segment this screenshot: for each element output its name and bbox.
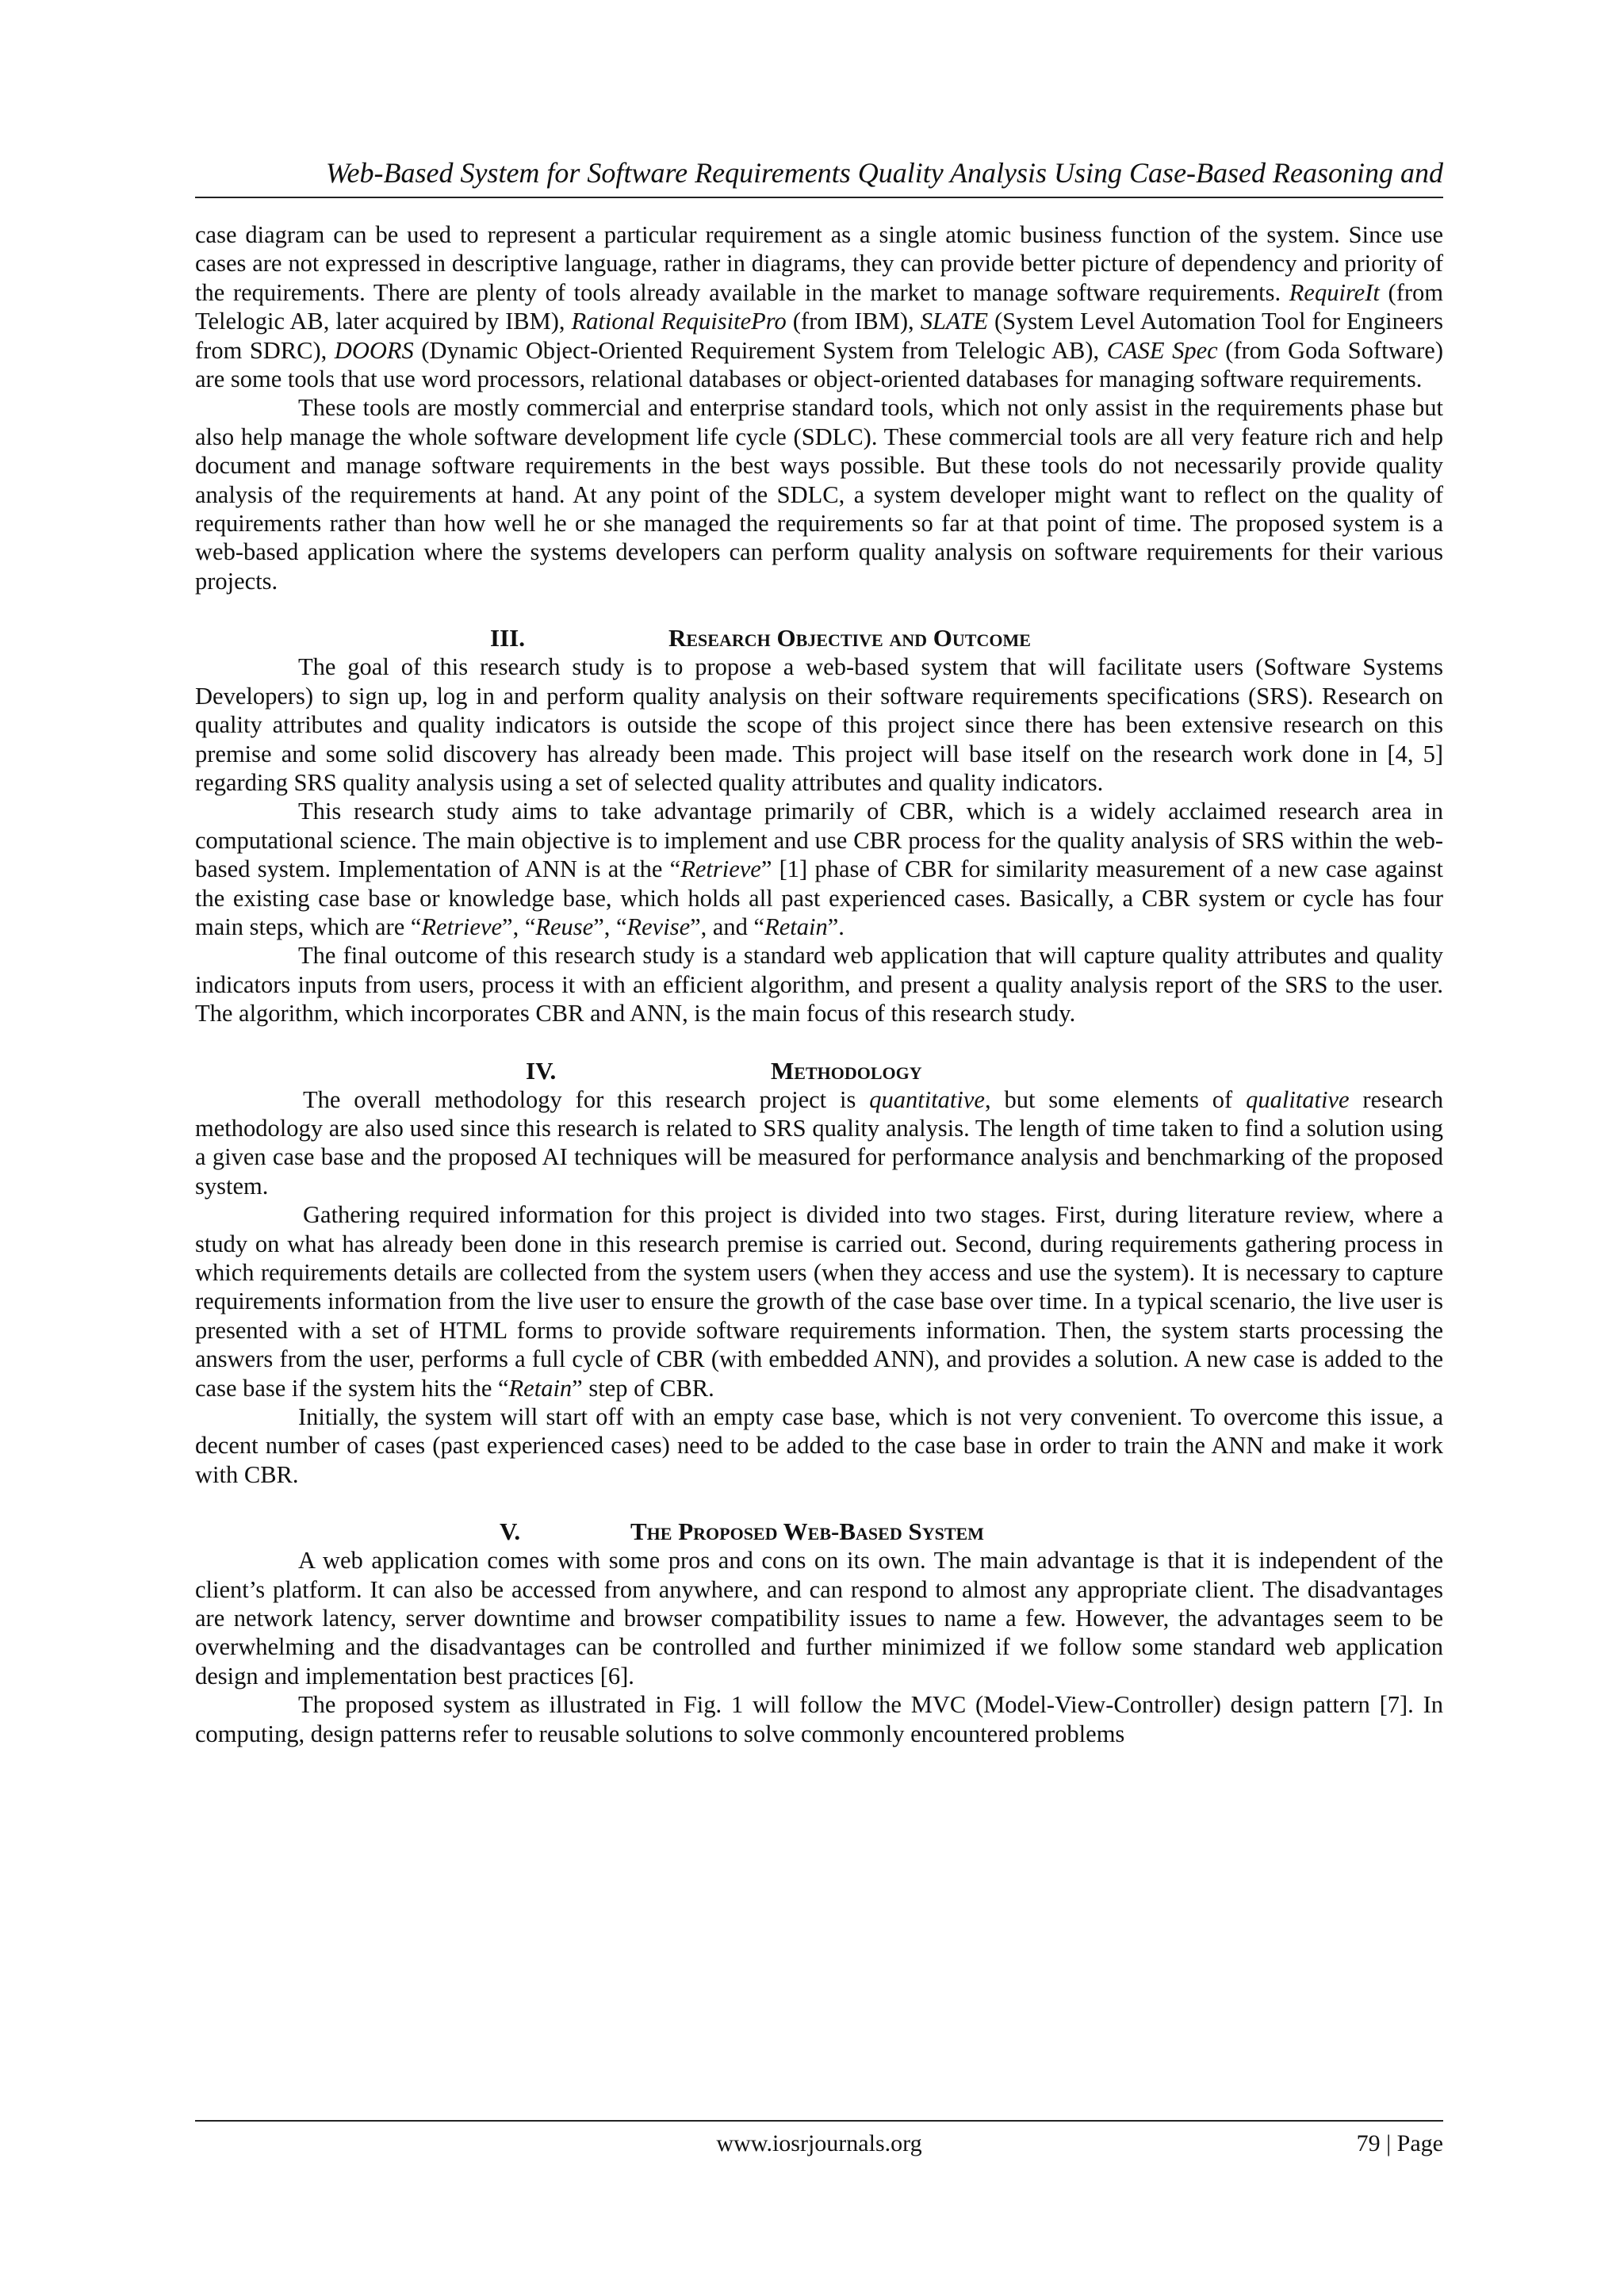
paragraph [195,393,1443,595]
italic-text: Reuse [535,913,594,940]
italic-text: Rational RequisitePro [571,308,787,335]
paragraph [195,1402,1443,1489]
text-run: (Dynamic Object-Oriented Requirement System from Telelogic AB), [413,336,1107,364]
italic-text: Retain [508,1374,573,1402]
sections [195,624,1443,1748]
text-run: The final outcome of this research study is a standard web application that will capture quality attributes and quality indicators inputs from users, process it with an efficient algorithm, and present a quality analysis report of the SRS to the user. The algorithm, which incorporates CBR and ANN, is the main focus of this research study. [195,942,1443,1027]
italic-text: Retrieve [680,855,761,883]
page-number: 79 | Page [1356,2130,1443,2156]
text-run: ”, “ [593,913,627,940]
paragraph [195,941,1443,1027]
section-title: Methodology [771,1056,922,1085]
italic-text: CASE Spec [1106,336,1218,364]
text-run: The goal of this research study is to propose a web-based system that will facilitate users (Software Systems Developers) to sign up, log in and perform quality analysis on their software requirements specifications (SRS). Research on quality attributes and quality indicators is outside the scope of this project since there has been extensive research on this premise and some solid discovery has already been made. This project will base itself on the research work done in [4, 5] regarding SRS quality analysis using a set of selected quality attributes and quality indicators. [195,653,1443,796]
text-run: research methodology are also used since this research is related to SRS quality analysis. The length of time taken to find a solution using a given case base and the proposed AI techniques will be measured for performance analysis and benchmarking of the proposed system. [195,1085,1443,1200]
text-run: Initially, the system will start off with an empty case base, which is not very convenient. To overcome this issue, a decent number of cases (past experienced cases) need to be added to the case base in order to train the ANN and make it work with CBR. [195,1403,1443,1488]
text-run: , but some elements of [984,1085,1247,1113]
text-run: The proposed system as illustrated in Fig. 1 will follow the MVC (Model-View-Controller) design pattern [7]. In computing, design patterns refer to reusable solutions to solve commonly encountered problems [195,1691,1443,1747]
header-rule [195,197,1443,198]
text-run: ”, and “ [690,913,765,940]
text-run: This research study aims to take advantage primarily of CBR, which is a widely acclaimed research area in computational science. The main objective is to implement and use CBR process for the quality analysis of SRS within the web-based system. Implementation of ANN is at the “ [195,798,1443,883]
section-title: The Proposed Web-Based System [630,1517,984,1546]
text-run: These tools are mostly commercial and enterprise standard tools, which not only assist in the requirements phase but also help manage the whole software development life cycle (SDLC). These commercial tools are all very feature rich and help document and manage software requirements in the best ways possible. But these tools do not necessarily provide quality analysis of the requirements at hand. At any point of the SDLC, a system developer might want to reflect on the quality of requirements rather than how well he or she managed the requirements so far at that point of time. The proposed system is a web-based application where the systems developers can perform quality analysis on software requirements for their various projects. [195,394,1443,595]
text-run: (from Telelogic AB, later acquired by IBM), [195,278,1443,335]
italic-text: Revise [626,913,691,940]
italic-text: SLATE [920,308,988,335]
footer-url: www.iosrjournals.org [716,2130,922,2156]
section-heading [195,1057,1443,1085]
section-number: V. [500,1517,521,1546]
footer-rule [195,2120,1443,2122]
section-number: III. [490,624,525,652]
section-heading [195,624,1443,652]
paragraph [195,1085,1443,1201]
paragraph [195,220,1443,393]
text-run: ” [1] phase of CBR for similarity measurement of a new case against the existing case base or knowledge base, which holds all past experienced cases. Basically, a CBR system or cycle has four main steps, which are “ [195,855,1443,940]
section-title: Research Objective and Outcome [668,624,1031,652]
paragraph [195,797,1443,941]
running-header: Web-Based System for Software Requirements Quality Analysis Using Case-Based Reasoning and [325,157,1443,189]
text-run: (from IBM), [786,308,921,335]
italic-text: DOORS [334,336,414,364]
paragraph [195,1690,1443,1748]
text-run: (from Goda Software) are some tools that use word processors, relational databases or object-oriented databases for managing software requirements. [195,336,1443,393]
paragraph [195,1546,1443,1690]
text-run: case diagram can be used to represent a particular requirement as a single atomic business function of the system. Since use cases are not expressed in descriptive language, rather in diagrams, they can provide better picture of dependency and priority of the requirements. There are plenty of tools already available in the market to manage software requirements. [195,221,1443,306]
italic-text: Retain [764,913,828,940]
text-run: ”. [827,913,845,940]
body-text [195,220,1443,1748]
section-heading [195,1517,1443,1546]
paragraph [195,1200,1443,1402]
paragraph [195,652,1443,797]
italic-text: Retrieve [421,913,503,940]
section-number: IV. [526,1056,557,1085]
text-run: A web application comes with some pros and cons on its own. The main advantage is that it is independent of the client’s platform. It can also be accessed from anywhere, and can respond to almost any appropriate client. The disadvantages are network latency, server downtime and browser compatibility issues to name a few. However, the advantages seem to be overwhelming and the disadvantages can be controlled and further minimized if we follow some standard web application design and implementation best practices [6]. [195,1547,1443,1689]
text-run: ”, “ [502,913,536,940]
text-run: Gathering required information for this project is divided into two stages. First, during literature review, where a study on what has already been done in this research premise is carried out. Second, during requirements gathering process in which requirements details are collected from the system users (when they access and use the system). It is necessary to capture requirements information from the live user to ensure the growth of the case base over time. In a typical scenario, the live user is presented with a set of HTML forms to provide software requirements information. Then, the system starts processing the answers from the user, performs a full cycle of CBR (with embedded ANN), and provides a solution. A new case is added to the case base if the system hits the “ [195,1201,1443,1402]
italic-text: quantitative [869,1085,985,1113]
italic-text: qualitative [1246,1085,1350,1113]
text-run: ” step of CBR. [572,1374,714,1402]
text-run: (System Level Automation Tool for Engineers from SDRC), [195,308,1444,364]
italic-text: RequireIt [1289,278,1380,306]
text-run: The overall methodology for this research project is [303,1085,870,1113]
